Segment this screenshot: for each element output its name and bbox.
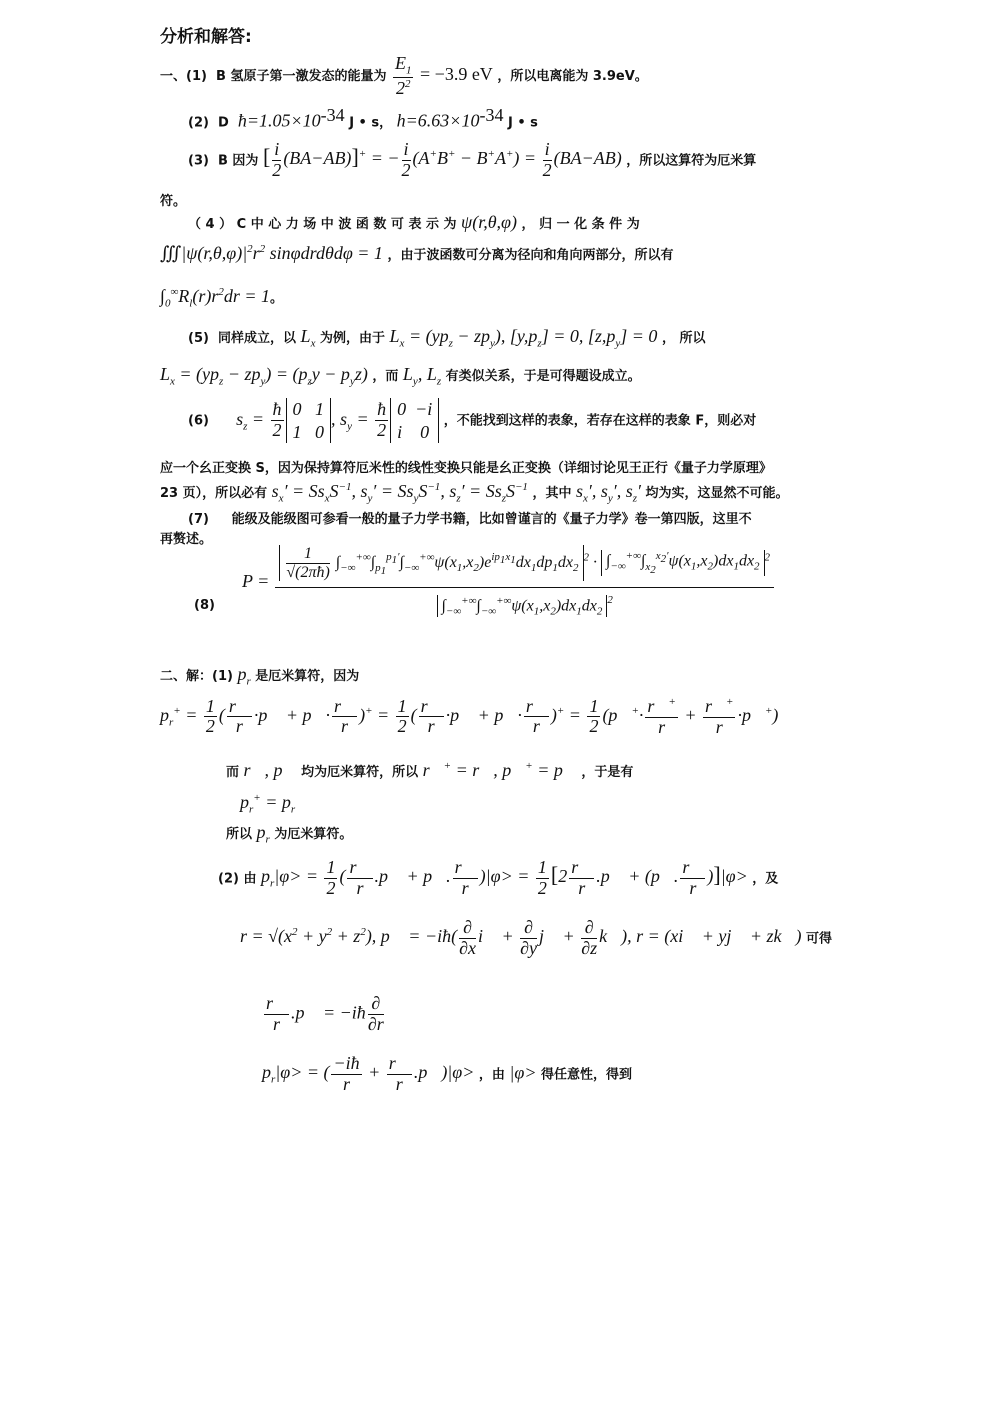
item-text-mid: 为例，由于 [319,331,385,346]
radial-integral: $\int_0^\infty R_l(r)r^2dr = 1$ [160,286,270,310]
hermitian-equalities: r⃗+ = r⃗, p⃗+ = p⃗ [422,760,577,780]
q2-line-so [226,822,352,846]
item-number: (3) [188,153,209,169]
s-primes: $s_x'$, $s_y'$, $s_z'$ [576,481,641,505]
hbar-exponent: -34 [320,105,345,125]
q1-item-3 [188,140,756,181]
item-text-l2: ，而 [372,369,399,384]
item-number: （ 4 ） [188,217,233,232]
q1-item-5-line2 [160,364,641,388]
item-text-post: ，所以电离能为 3.9eV。 [497,68,648,84]
hbar-value: ħ=1.05×10 [237,110,321,131]
text-and-post: ，于是有 [581,765,634,780]
q1-item-2 [188,105,538,131]
q2-last-line [262,1054,632,1095]
r-dot-p-result: $\frac{r⃗}{r}$ .p⃗ = −iħ $\frac{\partial}{\partial r}$ [266,993,384,1034]
item-text-l3post: 均为实，这显然不可能。 [645,486,789,501]
q2-kede-line [240,918,832,959]
item-text: 同样成立，以 [218,331,297,346]
item-number: (7) [188,512,209,527]
q1-item-6-line3 [160,481,788,505]
pr-symbol: $p_r$ [237,664,251,688]
q1-item-6 [188,398,756,443]
phi-ket: |φ> [509,1062,537,1083]
normalization-integral: $∭|\psi(r,\theta,\varphi)|^2r^2$ sinφdrdθdφ = 1 [160,243,383,263]
q2-line-and [226,760,633,781]
text-kede: 可得 [806,931,833,947]
q1-item-4 [188,212,640,233]
p2-pre: (2) 由 [218,871,257,887]
item-text-post: ， 所以 [661,331,706,346]
item-text: B 因为 [218,153,259,169]
sz-matrix: $s_z$ = $\frac{ħ}{2}$ 0 1 1 0 , $s_y$ = $\frac{ħ}{2}$ 0 −i i 0 [236,409,439,429]
item-text-l2post: 有类似关系，于是可得题设成立。 [445,369,641,384]
r-p-definitions: $r = √(x^2 + y^2 + z^2)$, p⃗ = −iħ( $\frac{\partial}{\partial x}$ i⃗ + $\frac{\partial}{\partial y}$ j⃗ + $\frac{\partial}{\partial z}$ k⃗), r = (xi⃗ + yj⃗ + zk⃗) [240,917,807,958]
item-number: (5) [188,331,209,346]
period: 。 [270,291,284,306]
item-answer: D [218,115,229,131]
item-text: 能级及能级图可参看一般的量子力学书籍，比如曾谨言的《量子力学》卷一第四版，这里不 [231,512,752,527]
section-header: 分析和解答: [160,27,252,47]
probability-formula: P = $\frac{1}{√(2\pi ħ)}$ $\int_{-\infty}^{+\infty}\int_{p_1}^{p_1'}\int_{-\infty}^{+\infty}\psi(x_1,x_2)e^{ip_1x_1}dx_1dp_1dx_2^2 \cdot \int_{-\infty}^{+\infty}\int_{x_2}^{x_2'}\psi(x_1,x_2)dx_1dx_2^2$ $\int_{-\infty}^{+\infty}\int_{-\infty}^{+\infty}\psi(x_1,x_2)dx_1dx_2^2$ [242,545,762,617]
unitary-transforms: $s_x' = Ss_xS^{-1}$, $s_y' = Ss_yS^{-1}$, $s_z' = Ss_zS^{-1}$ [271,481,528,505]
text-last-post: ，由 [478,1067,505,1083]
q1-item-4-line3 [160,286,283,310]
r-p-vectors: r⃗, p⃗ [243,760,297,780]
h-exponent: -34 [479,105,504,125]
unit-text-2: J • s [507,115,538,131]
pr-hermitian-derivation: $p_r^+$ = $\frac{1}{2}$ ( $\frac{r⃗}{r}$ ·p⃗ + p⃗· $\frac{r⃗}{r}$ )+ = $\frac{1}{2}$ ( $\frac{r⃗}{r}$ ·p⃗ + p⃗· $\frac{r⃗}{r}$ )+ = $\frac{1}{2}$ (p⃗+· $\frac{r⃗^+}{r}$ + $\frac{r⃗^+}{r}$ ·p⃗+) [160,695,779,737]
unit-text: J • s， [349,115,393,131]
item-number: (6) [188,413,209,429]
wavefunction: ψ(r,θ,φ) [461,212,518,232]
Lx-formula: $L_x = (yp_z - zp_y)$, $[y,p_z] = 0$, $[z,p_y] = 0$ [389,326,658,350]
q2-heading [160,664,359,688]
energy-fraction: $\frac{E_1}{2^2}$ [394,53,412,98]
item-text: B 氢原子第一激发态的能量为 [216,68,387,84]
q1-item-8-label: (8) [194,598,215,613]
item-number: (2) [188,115,209,131]
q2-part2 [218,858,778,899]
q1-item-1 [160,54,648,98]
item-text-post: ，不能找到这样的表象，若存在这样的表象 F，则必对 [443,413,757,429]
item-number: (1) [186,68,207,84]
pr-ket-formula: $p_r|\varphi>$ = $\frac{1}{2}$ ( $\frac{r⃗}{r}$ .p⃗ + p⃗. $\frac{r⃗}{r}$ )|φ> = $\frac{1}{2}$ [2 $\frac{r⃗}{r}$ .p⃗ + (p⃗. $\frac{r⃗}{r}$ )]|φ> [261,857,753,898]
q2-head: 二、解：(1) [160,669,233,684]
Lx-equality: $L_x = (yp_z - zp_y) = (p_zy - p_yz)$ [160,364,368,388]
Lx-symbol: $L_x$ [300,326,316,350]
text-last-tail: 得任意性，得到 [541,1067,633,1083]
h-value: h=6.63×10 [396,110,480,131]
text-and-mid: 均为厄米算符，所以 [301,765,419,780]
q2-head-post: 是厄米算符，因为 [255,669,360,684]
p2-post: ，及 [752,871,779,887]
text-so: 所以 [226,827,253,842]
item-text-mid: ， 归 一 化 条 件 为 [521,217,640,232]
energy-value: = −3.9 eV [420,63,493,84]
commutator-formula: [ $\frac{i}{2}$ (BA−AB)]+ = − $\frac{i}{2}$ (A+B+ − B+A+) = $\frac{i}{2}$ (BA−AB) [262,139,627,180]
q1-item-3-cont: 符。 [160,194,187,209]
q1-item-5 [188,326,705,350]
pr-ket-result: $p_r|\varphi>$ = ( $\frac{-iħ}{r}$ + $\frac{r⃗}{r}$ .p⃗)|φ> [262,1053,479,1094]
q1-item-7 [188,508,752,527]
item-text-l3pre: 23 页），所以必有 [160,486,268,501]
item-text-l2: ，由于波函数可分离为径向和角向两部分，所以有 [387,248,674,263]
item-text-l3mid: ，其中 [532,486,572,501]
q1-item-4-line2 [160,243,673,264]
q1-label: 一、 [160,68,187,84]
Ly-Lz-symbols: $L_y$, $L_z$ [402,364,442,388]
item-text: C 中 心 力 场 中 波 函 数 可 表 示 为 [236,217,457,232]
pr-symbol-2: $p_r$ [256,822,270,846]
text-so-post: 为厄米算符。 [274,827,353,842]
text-and: 而 [226,765,240,780]
q1-item-6-line2: 应一个幺正变换 S，因为保持算符厄米性的线性变换只能是幺正变换（详细讨论见王正行《量子力学原理》 [160,461,772,476]
q1-item-7-cont: 再赘述。 [160,532,213,547]
pr-equality: $p_r^+ = p_r$ [240,792,296,816]
item-text-post: ，所以这算符为厄米算 [626,153,757,169]
